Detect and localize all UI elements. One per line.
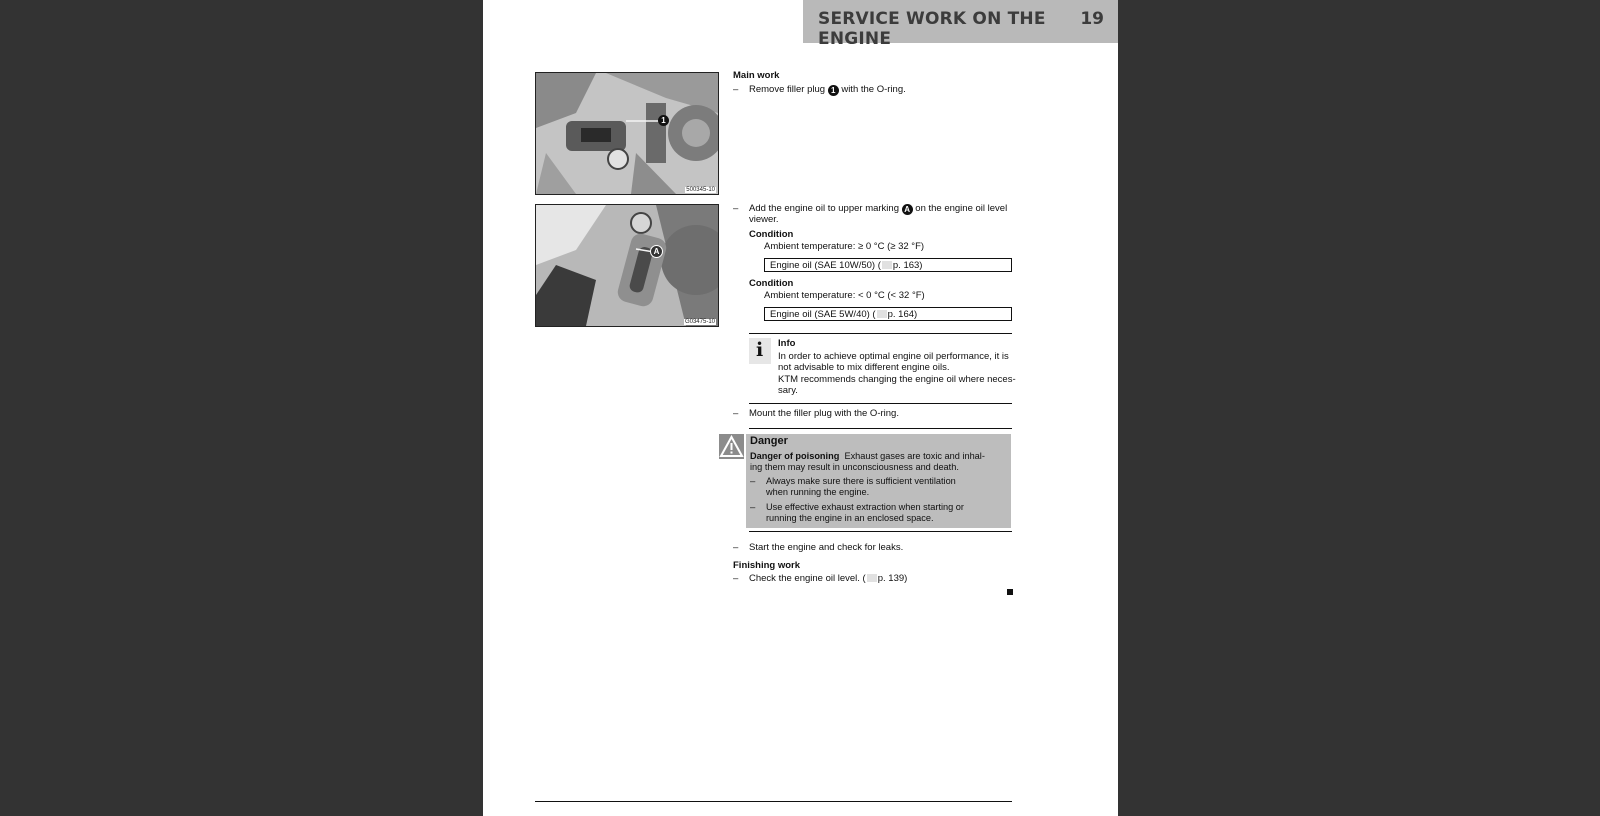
marker-1-icon: 1 <box>828 85 839 96</box>
figure-code: 500345-10 <box>686 187 715 193</box>
list-dash: – <box>733 573 739 584</box>
danger-bullet: running the engine in an enclosed space. <box>766 513 934 523</box>
danger-lead <box>750 451 985 462</box>
page-number: 19 <box>1080 9 1104 29</box>
spec-engine-oil-5w40 <box>764 307 1012 321</box>
divider <box>749 428 1012 429</box>
main-work-heading: Main work <box>733 70 780 81</box>
info-text: sary. <box>778 385 798 396</box>
step-text: p. 139) <box>877 573 908 584</box>
engine-photo-illustration <box>536 73 718 194</box>
list-dash: – <box>750 502 756 513</box>
spec-text: p. 163) <box>892 260 923 271</box>
engine-photo-filler-plug <box>535 72 719 195</box>
list-dash: – <box>733 542 739 553</box>
step-text: Remove filler plug <box>749 84 826 95</box>
marker-a-icon: A <box>650 245 663 258</box>
warning-triangle-icon-shape <box>719 434 744 459</box>
end-of-section-icon <box>1007 589 1013 595</box>
finishing-work-heading: Finishing work <box>733 560 801 571</box>
danger-bullet: Use effective exhaust extraction when starting or <box>766 502 964 512</box>
list-dash: – <box>733 408 739 419</box>
footer-divider <box>535 801 1012 802</box>
list-dash: – <box>733 84 739 95</box>
step-text: Add the engine oil to upper marking <box>749 203 899 214</box>
info-title: Info <box>778 338 796 349</box>
step-mount-filler-plug: Mount the filler plug with the O-ring. <box>749 408 899 419</box>
list-dash: – <box>750 476 756 487</box>
figure-code: G03475-10 <box>684 319 715 325</box>
condition-temperature: Ambient temperature: < 0 °C (< 32 °F) <box>764 290 925 301</box>
spec-engine-oil-10w50 <box>764 258 1012 272</box>
condition-label: Condition <box>749 278 794 289</box>
page-reference-icon <box>882 261 892 269</box>
info-icon: i <box>749 338 771 364</box>
danger-title: Danger <box>750 435 788 447</box>
step-text: Check the engine oil level. ( <box>749 573 866 584</box>
list-dash: – <box>733 203 739 214</box>
step-add-engine-oil <box>749 203 1007 215</box>
page-header <box>803 0 1118 49</box>
danger-bullet: when running the engine. <box>766 487 870 497</box>
marker-a-icon: A <box>902 204 913 215</box>
step-text-continued: viewer. <box>749 214 779 225</box>
warning-triangle-icon <box>719 434 744 459</box>
header-title: SERVICE WORK ON THE ENGINE <box>818 9 1046 49</box>
condition-label: Condition <box>749 229 794 240</box>
step-text: on the engine oil level <box>915 203 1008 214</box>
marker-1-icon: 1 <box>658 115 669 126</box>
engine-photo-oil-viewer <box>535 204 719 327</box>
divider <box>749 531 1012 532</box>
step-text: with the O-ring. <box>841 84 906 95</box>
danger-notice <box>746 434 1011 528</box>
condition-temperature: Ambient temperature: ≥ 0 °C (≥ 32 °F) <box>764 241 925 252</box>
engine-photo-illustration-2 <box>536 205 718 326</box>
page-reference-icon <box>867 574 877 582</box>
danger-lead-text-continued: ing them may result in unconsciousness and death. <box>750 462 959 472</box>
info-text: not advisable to mix different engine oils. <box>778 362 950 373</box>
step-check-oil-level <box>749 573 907 584</box>
divider <box>749 333 1012 334</box>
spec-text: Engine oil (SAE 5W/40) ( <box>770 309 876 320</box>
spec-text: p. 164) <box>887 309 918 320</box>
spec-text: Engine oil (SAE 10W/50) ( <box>770 260 881 271</box>
step-start-engine: Start the engine and check for leaks. <box>749 542 904 553</box>
info-text: In order to achieve optimal engine oil performance, it is <box>778 351 1009 362</box>
manual-page <box>483 0 1118 816</box>
divider <box>749 403 1012 404</box>
danger-bullet: Always make sure there is sufficient ventilation <box>766 476 956 486</box>
info-text: KTM recommends changing the engine oil where neces- <box>778 374 1016 385</box>
danger-lead-text: Exhaust gases are toxic and inhal- <box>844 451 985 461</box>
page-reference-icon <box>877 310 887 318</box>
danger-lead-label: Danger of poisoning <box>750 451 840 461</box>
step-remove-filler-plug <box>749 84 906 96</box>
